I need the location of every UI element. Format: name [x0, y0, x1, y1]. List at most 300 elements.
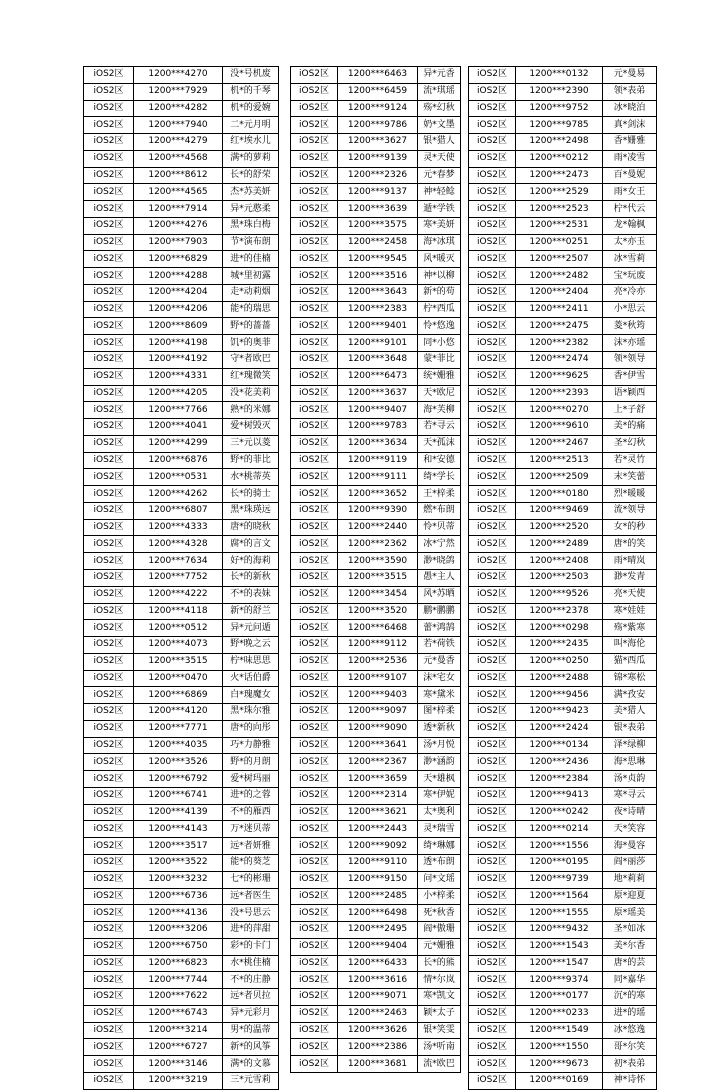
player-name-cell: 寒*凯文 — [418, 989, 461, 1006]
table-row — [291, 854, 461, 871]
table-row — [291, 217, 461, 234]
server-cell: iOS2区 — [291, 469, 338, 486]
account-id-cell: 1200***2424 — [516, 720, 603, 737]
server-cell: iOS2区 — [84, 519, 134, 536]
player-name-cell: 满*的文慕 — [223, 1056, 279, 1073]
server-cell: iOS2区 — [84, 620, 134, 637]
account-id-cell: 1200***0212 — [516, 150, 603, 167]
table-row — [291, 184, 461, 201]
server-cell: iOS2区 — [469, 687, 516, 704]
server-cell: iOS2区 — [291, 637, 338, 654]
table-row — [291, 234, 461, 251]
account-id-cell: 1200***6736 — [134, 888, 223, 905]
account-id-cell: 1200***6750 — [134, 938, 223, 955]
player-name-cell: 白*瑰魔女 — [223, 687, 279, 704]
server-cell: iOS2区 — [84, 234, 134, 251]
table-row — [291, 402, 461, 419]
table-row — [469, 519, 657, 536]
server-cell: iOS2区 — [84, 687, 134, 704]
server-cell: iOS2区 — [84, 1039, 134, 1056]
account-id-cell: 1200***6743 — [134, 1005, 223, 1022]
server-cell: iOS2区 — [469, 1022, 516, 1039]
player-name-cell: 机*的爱婉 — [223, 100, 279, 117]
player-name-cell: 黑*珠白梅 — [223, 217, 279, 234]
server-cell: iOS2区 — [291, 486, 338, 503]
player-name-cell: 绮*琳娜 — [418, 838, 461, 855]
account-id-cell: 1200***1556 — [516, 838, 603, 855]
player-name-cell: 远*者妍雅 — [223, 838, 279, 855]
server-cell: iOS2区 — [469, 1072, 516, 1089]
player-name-cell: 泽*绿柳 — [603, 737, 657, 754]
account-id-cell: 1200***6792 — [134, 771, 223, 788]
player-name-cell: 三*元以菱 — [223, 435, 279, 452]
account-id-cell: 1200***4192 — [134, 352, 223, 369]
server-cell: iOS2区 — [84, 117, 134, 134]
table-row — [291, 469, 461, 486]
player-name-cell: 海*思琳 — [603, 754, 657, 771]
account-id-cell: 1200***9401 — [338, 318, 418, 335]
server-cell: iOS2区 — [84, 905, 134, 922]
account-id-cell: 1200***9526 — [516, 586, 603, 603]
server-cell: iOS2区 — [84, 1022, 134, 1039]
table-row — [291, 301, 461, 318]
player-name-cell: 渺*发青 — [603, 569, 657, 586]
table-row — [84, 938, 279, 955]
player-name-cell: 奶*文墨 — [418, 117, 461, 134]
server-cell: iOS2区 — [84, 67, 134, 84]
server-cell: iOS2区 — [291, 670, 338, 687]
account-id-cell: 1200***4565 — [134, 184, 223, 201]
player-name-cell: 熟*的米娜 — [223, 402, 279, 419]
server-cell: iOS2区 — [84, 569, 134, 586]
server-cell: iOS2区 — [469, 402, 516, 419]
server-cell: iOS2区 — [469, 502, 516, 519]
player-name-cell: 神*轻鲶 — [418, 184, 461, 201]
server-cell: iOS2区 — [291, 402, 338, 419]
account-id-cell: 1200***3652 — [338, 486, 418, 503]
player-name-cell: 天*笑容 — [603, 821, 657, 838]
player-name-cell: 鹏*鹏鹏 — [418, 603, 461, 620]
server-cell: iOS2区 — [291, 519, 338, 536]
server-cell: iOS2区 — [84, 1072, 134, 1089]
server-cell: iOS2区 — [469, 217, 516, 234]
account-id-cell: 1200***1555 — [516, 905, 603, 922]
account-id-cell: 1200***7771 — [134, 720, 223, 737]
player-name-cell: 节*演布朗 — [223, 234, 279, 251]
account-id-cell: 1200***4279 — [134, 134, 223, 151]
server-cell: iOS2区 — [291, 419, 338, 436]
table-row — [469, 234, 657, 251]
table-row — [84, 184, 279, 201]
table-row — [84, 452, 279, 469]
server-cell: iOS2区 — [84, 972, 134, 989]
table-row — [291, 804, 461, 821]
table-row — [291, 83, 461, 100]
account-id-cell: 1200***0270 — [516, 402, 603, 419]
server-cell: iOS2区 — [469, 452, 516, 469]
table-row — [291, 536, 461, 553]
player-name-cell: 绮*学长 — [418, 469, 461, 486]
server-cell: iOS2区 — [84, 586, 134, 603]
account-id-cell: 1200***4206 — [134, 301, 223, 318]
account-id-cell: 1200***0169 — [516, 1072, 603, 1089]
table-row — [469, 637, 657, 654]
table-row — [291, 754, 461, 771]
account-id-cell: 1200***3515 — [134, 653, 223, 670]
table-row — [84, 83, 279, 100]
account-id-cell: 1200***9150 — [338, 871, 418, 888]
account-id-cell: 1200***4205 — [134, 385, 223, 402]
player-name-cell: 没*号机废 — [223, 67, 279, 84]
table-row — [291, 486, 461, 503]
player-name-cell: 天*孤沫 — [418, 435, 461, 452]
player-name-cell: 亮*天使 — [603, 586, 657, 603]
account-id-cell: 1200***3627 — [338, 134, 418, 151]
player-name-cell: 远*者医生 — [223, 888, 279, 905]
player-name-cell: 美*猎人 — [603, 704, 657, 721]
table-row — [469, 1056, 657, 1073]
account-id-cell: 1200***4568 — [134, 150, 223, 167]
account-id-cell: 1200***2495 — [338, 922, 418, 939]
table-row — [291, 368, 461, 385]
player-name-cell: 太*奥利 — [418, 804, 461, 821]
server-cell: iOS2区 — [291, 771, 338, 788]
table-row — [291, 352, 461, 369]
server-cell: iOS2区 — [469, 234, 516, 251]
table-row — [291, 1022, 461, 1039]
player-name-cell: 末*笑蕾 — [603, 469, 657, 486]
player-name-cell: 红*埃水儿 — [223, 134, 279, 151]
table-row — [469, 435, 657, 452]
player-name-cell: 汤*贞韵 — [603, 771, 657, 788]
player-name-cell: 殇*幻秋 — [418, 100, 461, 117]
account-id-cell: 1200***4120 — [134, 704, 223, 721]
server-cell: iOS2区 — [469, 1005, 516, 1022]
player-name-cell: 菱*秋筠 — [603, 318, 657, 335]
server-cell: iOS2区 — [84, 603, 134, 620]
table-row — [469, 100, 657, 117]
account-id-cell: 1200***3520 — [338, 603, 418, 620]
server-cell: iOS2区 — [291, 905, 338, 922]
account-id-cell: 1200***2503 — [516, 569, 603, 586]
table-row — [84, 670, 279, 687]
account-id-cell: 1200***0242 — [516, 804, 603, 821]
account-id-cell: 1200***9785 — [516, 117, 603, 134]
account-id-cell: 1200***7940 — [134, 117, 223, 134]
player-name-cell: 小*梓柔 — [418, 888, 461, 905]
server-cell: iOS2区 — [291, 368, 338, 385]
account-id-cell: 1200***9139 — [338, 150, 418, 167]
server-cell: iOS2区 — [469, 318, 516, 335]
server-cell: iOS2区 — [291, 787, 338, 804]
player-name-cell: 语*颖西 — [603, 385, 657, 402]
account-id-cell: 1200***2404 — [516, 284, 603, 301]
account-id-cell: 1200***2378 — [516, 603, 603, 620]
player-name-cell: 长*的舒荣 — [223, 167, 279, 184]
account-id-cell: 1200***0132 — [516, 67, 603, 84]
table-row — [84, 134, 279, 151]
account-id-cell: 1200***7634 — [134, 553, 223, 570]
player-name-cell: 亮*冷亦 — [603, 284, 657, 301]
account-id-cell: 1200***2509 — [516, 469, 603, 486]
player-name-cell: 宝*玩废 — [603, 268, 657, 285]
table-row — [84, 352, 279, 369]
player-name-cell: 风*苏晒 — [418, 586, 461, 603]
server-cell: iOS2区 — [469, 335, 516, 352]
account-id-cell: 1200***3206 — [134, 922, 223, 939]
table-row — [291, 905, 461, 922]
server-cell: iOS2区 — [291, 251, 338, 268]
account-id-cell: 1200***7752 — [134, 569, 223, 586]
server-cell: iOS2区 — [469, 804, 516, 821]
account-id-cell: 1200***2383 — [338, 301, 418, 318]
account-id-cell: 1200***4299 — [134, 435, 223, 452]
account-id-cell: 1200***9423 — [516, 704, 603, 721]
server-cell: iOS2区 — [291, 1005, 338, 1022]
table-row — [291, 871, 461, 888]
server-cell: iOS2区 — [469, 150, 516, 167]
table-row — [469, 268, 657, 285]
player-name-cell: 寒*伊妮 — [418, 787, 461, 804]
account-id-cell: 1200***9432 — [516, 922, 603, 939]
server-cell: iOS2区 — [291, 838, 338, 855]
table-row — [291, 268, 461, 285]
account-id-cell: 1200***2390 — [516, 83, 603, 100]
account-id-cell: 1200***4035 — [134, 737, 223, 754]
table-row — [84, 569, 279, 586]
table-row — [291, 452, 461, 469]
player-name-cell: 原*瑶美 — [603, 905, 657, 922]
player-name-cell: 好*的海莉 — [223, 553, 279, 570]
server-cell: iOS2区 — [84, 821, 134, 838]
table-row — [84, 268, 279, 285]
player-name-cell: 烈*暖暖 — [603, 486, 657, 503]
player-name-cell: 水*桃佳楠 — [223, 955, 279, 972]
server-cell: iOS2区 — [291, 938, 338, 955]
table-row — [291, 134, 461, 151]
player-name-cell: 地*莉莉 — [603, 871, 657, 888]
account-id-cell: 1200***9403 — [338, 687, 418, 704]
server-cell: iOS2区 — [84, 637, 134, 654]
player-name-cell: 银*猎人 — [418, 134, 461, 151]
server-cell: iOS2区 — [291, 452, 338, 469]
server-cell: iOS2区 — [469, 385, 516, 402]
table-row — [84, 804, 279, 821]
server-cell: iOS2区 — [469, 787, 516, 804]
account-id-cell: 1200***0180 — [516, 486, 603, 503]
table-row — [469, 720, 657, 737]
server-cell: iOS2区 — [291, 720, 338, 737]
player-name-cell: 红*瑰微笑 — [223, 368, 279, 385]
server-cell: iOS2区 — [84, 452, 134, 469]
table-row — [84, 301, 279, 318]
account-id-cell: 1200***9097 — [338, 704, 418, 721]
player-name-cell: 杰*苏美妍 — [223, 184, 279, 201]
table-row — [469, 536, 657, 553]
account-id-cell: 1200***0134 — [516, 737, 603, 754]
player-name-cell: 新*的舒兰 — [223, 603, 279, 620]
account-id-cell: 1200***2536 — [338, 653, 418, 670]
account-id-cell: 1200***3643 — [338, 284, 418, 301]
table-row — [291, 569, 461, 586]
player-name-cell: 锦*寒松 — [603, 670, 657, 687]
record-table-middle — [290, 66, 461, 1073]
account-id-cell: 1200***2440 — [338, 519, 418, 536]
table-row — [469, 620, 657, 637]
table-row — [84, 1005, 279, 1022]
server-cell: iOS2区 — [291, 301, 338, 318]
account-id-cell: 1200***8612 — [134, 167, 223, 184]
account-id-cell: 1200***9124 — [338, 100, 418, 117]
table-row — [291, 737, 461, 754]
account-id-cell: 1200***3641 — [338, 737, 418, 754]
account-id-cell: 1200***2463 — [338, 1005, 418, 1022]
account-id-cell: 1200***3648 — [338, 352, 418, 369]
account-id-cell: 1200***2386 — [338, 1039, 418, 1056]
account-id-cell: 1200***7929 — [134, 83, 223, 100]
table-row — [84, 771, 279, 788]
player-name-cell: 进*的萍甜 — [223, 922, 279, 939]
table-row — [84, 502, 279, 519]
player-name-cell: 雨*凌雪 — [603, 150, 657, 167]
player-name-cell: 水*桃蒂英 — [223, 469, 279, 486]
player-name-cell: 银*表弟 — [603, 720, 657, 737]
account-id-cell: 1200***3517 — [134, 838, 223, 855]
server-cell: iOS2区 — [84, 737, 134, 754]
table-row — [84, 201, 279, 218]
table-row — [291, 653, 461, 670]
server-cell: iOS2区 — [469, 603, 516, 620]
server-cell: iOS2区 — [84, 150, 134, 167]
account-id-cell: 1200***3515 — [338, 569, 418, 586]
table-row — [84, 251, 279, 268]
server-cell: iOS2区 — [84, 368, 134, 385]
player-name-cell: 三*元雪莉 — [223, 1072, 279, 1089]
player-name-cell: 唐*的芸 — [603, 955, 657, 972]
table-row — [469, 301, 657, 318]
player-name-cell: 愚*主人 — [418, 569, 461, 586]
player-name-cell: 元*曼香 — [418, 653, 461, 670]
account-id-cell: 1200***2489 — [516, 536, 603, 553]
server-cell: iOS2区 — [84, 838, 134, 855]
player-name-cell: 没*花美莉 — [223, 385, 279, 402]
server-cell: iOS2区 — [469, 83, 516, 100]
table-row — [84, 519, 279, 536]
player-name-cell: 七*的彬珊 — [223, 871, 279, 888]
table-row — [469, 804, 657, 821]
table-row — [291, 318, 461, 335]
player-name-cell: 猫*西瓜 — [603, 653, 657, 670]
player-name-cell: 能*的葵芝 — [223, 854, 279, 871]
player-name-cell: 香*姗雅 — [603, 134, 657, 151]
server-cell: iOS2区 — [469, 368, 516, 385]
account-id-cell: 1200***2362 — [338, 536, 418, 553]
table-row — [469, 687, 657, 704]
account-id-cell: 1200***2488 — [516, 670, 603, 687]
player-name-cell: 流*领导 — [603, 502, 657, 519]
table-row — [84, 385, 279, 402]
server-cell: iOS2区 — [291, 704, 338, 721]
server-cell: iOS2区 — [84, 670, 134, 687]
player-name-cell: 天*欧尼 — [418, 385, 461, 402]
account-id-cell: 1200***9090 — [338, 720, 418, 737]
account-id-cell: 1200***3516 — [338, 268, 418, 285]
player-name-cell: 走*动莉烟 — [223, 284, 279, 301]
player-name-cell: 爱*树玛丽 — [223, 771, 279, 788]
server-cell: iOS2区 — [469, 955, 516, 972]
account-id-cell: 1200***0233 — [516, 1005, 603, 1022]
table-row — [469, 251, 657, 268]
player-name-cell: 异*元憨柔 — [223, 201, 279, 218]
account-id-cell: 1200***2474 — [516, 352, 603, 369]
player-name-cell: 哥*尔笑 — [603, 1039, 657, 1056]
table-row — [84, 335, 279, 352]
table-row — [469, 419, 657, 436]
player-name-cell: 黑*珠尔雅 — [223, 704, 279, 721]
table-row — [84, 838, 279, 855]
player-name-cell: 冰*雪莉 — [603, 251, 657, 268]
player-name-cell: 冰*悠逸 — [603, 1022, 657, 1039]
account-id-cell: 1200***0195 — [516, 854, 603, 871]
account-id-cell: 1200***4222 — [134, 586, 223, 603]
server-cell: iOS2区 — [291, 150, 338, 167]
table-row — [291, 335, 461, 352]
account-id-cell: 1200***2411 — [516, 301, 603, 318]
table-row — [84, 1072, 279, 1089]
account-id-cell: 1200***9786 — [338, 117, 418, 134]
player-name-cell: 蕾*鸿鹄 — [418, 620, 461, 637]
table-row — [84, 871, 279, 888]
account-id-cell: 1200***0298 — [516, 620, 603, 637]
player-name-cell: 夜*诗晴 — [603, 804, 657, 821]
server-cell: iOS2区 — [84, 922, 134, 939]
server-cell: iOS2区 — [469, 1056, 516, 1073]
account-id-cell: 1200***7622 — [134, 989, 223, 1006]
server-cell: iOS2区 — [469, 938, 516, 955]
player-name-cell: 长*的骑士 — [223, 486, 279, 503]
table-row — [291, 1056, 461, 1073]
player-name-cell: 海*曼容 — [603, 838, 657, 855]
player-name-cell: 冰*晓泊 — [603, 100, 657, 117]
account-id-cell: 1200***9610 — [516, 419, 603, 436]
player-name-cell: 美*的痛 — [603, 419, 657, 436]
server-cell: iOS2区 — [291, 603, 338, 620]
player-name-cell: 男*的温蒂 — [223, 1022, 279, 1039]
server-cell: iOS2区 — [469, 586, 516, 603]
account-id-cell: 1200***2523 — [516, 201, 603, 218]
server-cell: iOS2区 — [469, 720, 516, 737]
table-row — [84, 67, 279, 84]
table-row — [84, 419, 279, 436]
table-row — [84, 653, 279, 670]
table-row — [291, 117, 461, 134]
player-name-cell: 百*曼妮 — [603, 167, 657, 184]
server-cell: iOS2区 — [291, 888, 338, 905]
player-name-cell: 若*荷铁 — [418, 637, 461, 654]
player-name-cell: 二*元月明 — [223, 117, 279, 134]
account-id-cell: 1200***3659 — [338, 771, 418, 788]
player-name-cell: 异*元彩月 — [223, 1005, 279, 1022]
record-table-right — [468, 66, 657, 1090]
player-name-cell: 圣*如冰 — [603, 922, 657, 939]
server-cell: iOS2区 — [291, 586, 338, 603]
player-name-cell: 阎*丽莎 — [603, 854, 657, 871]
player-name-cell: 汤*月悦 — [418, 737, 461, 754]
server-cell: iOS2区 — [84, 83, 134, 100]
table-row — [469, 670, 657, 687]
table-row — [84, 637, 279, 654]
server-cell: iOS2区 — [469, 167, 516, 184]
